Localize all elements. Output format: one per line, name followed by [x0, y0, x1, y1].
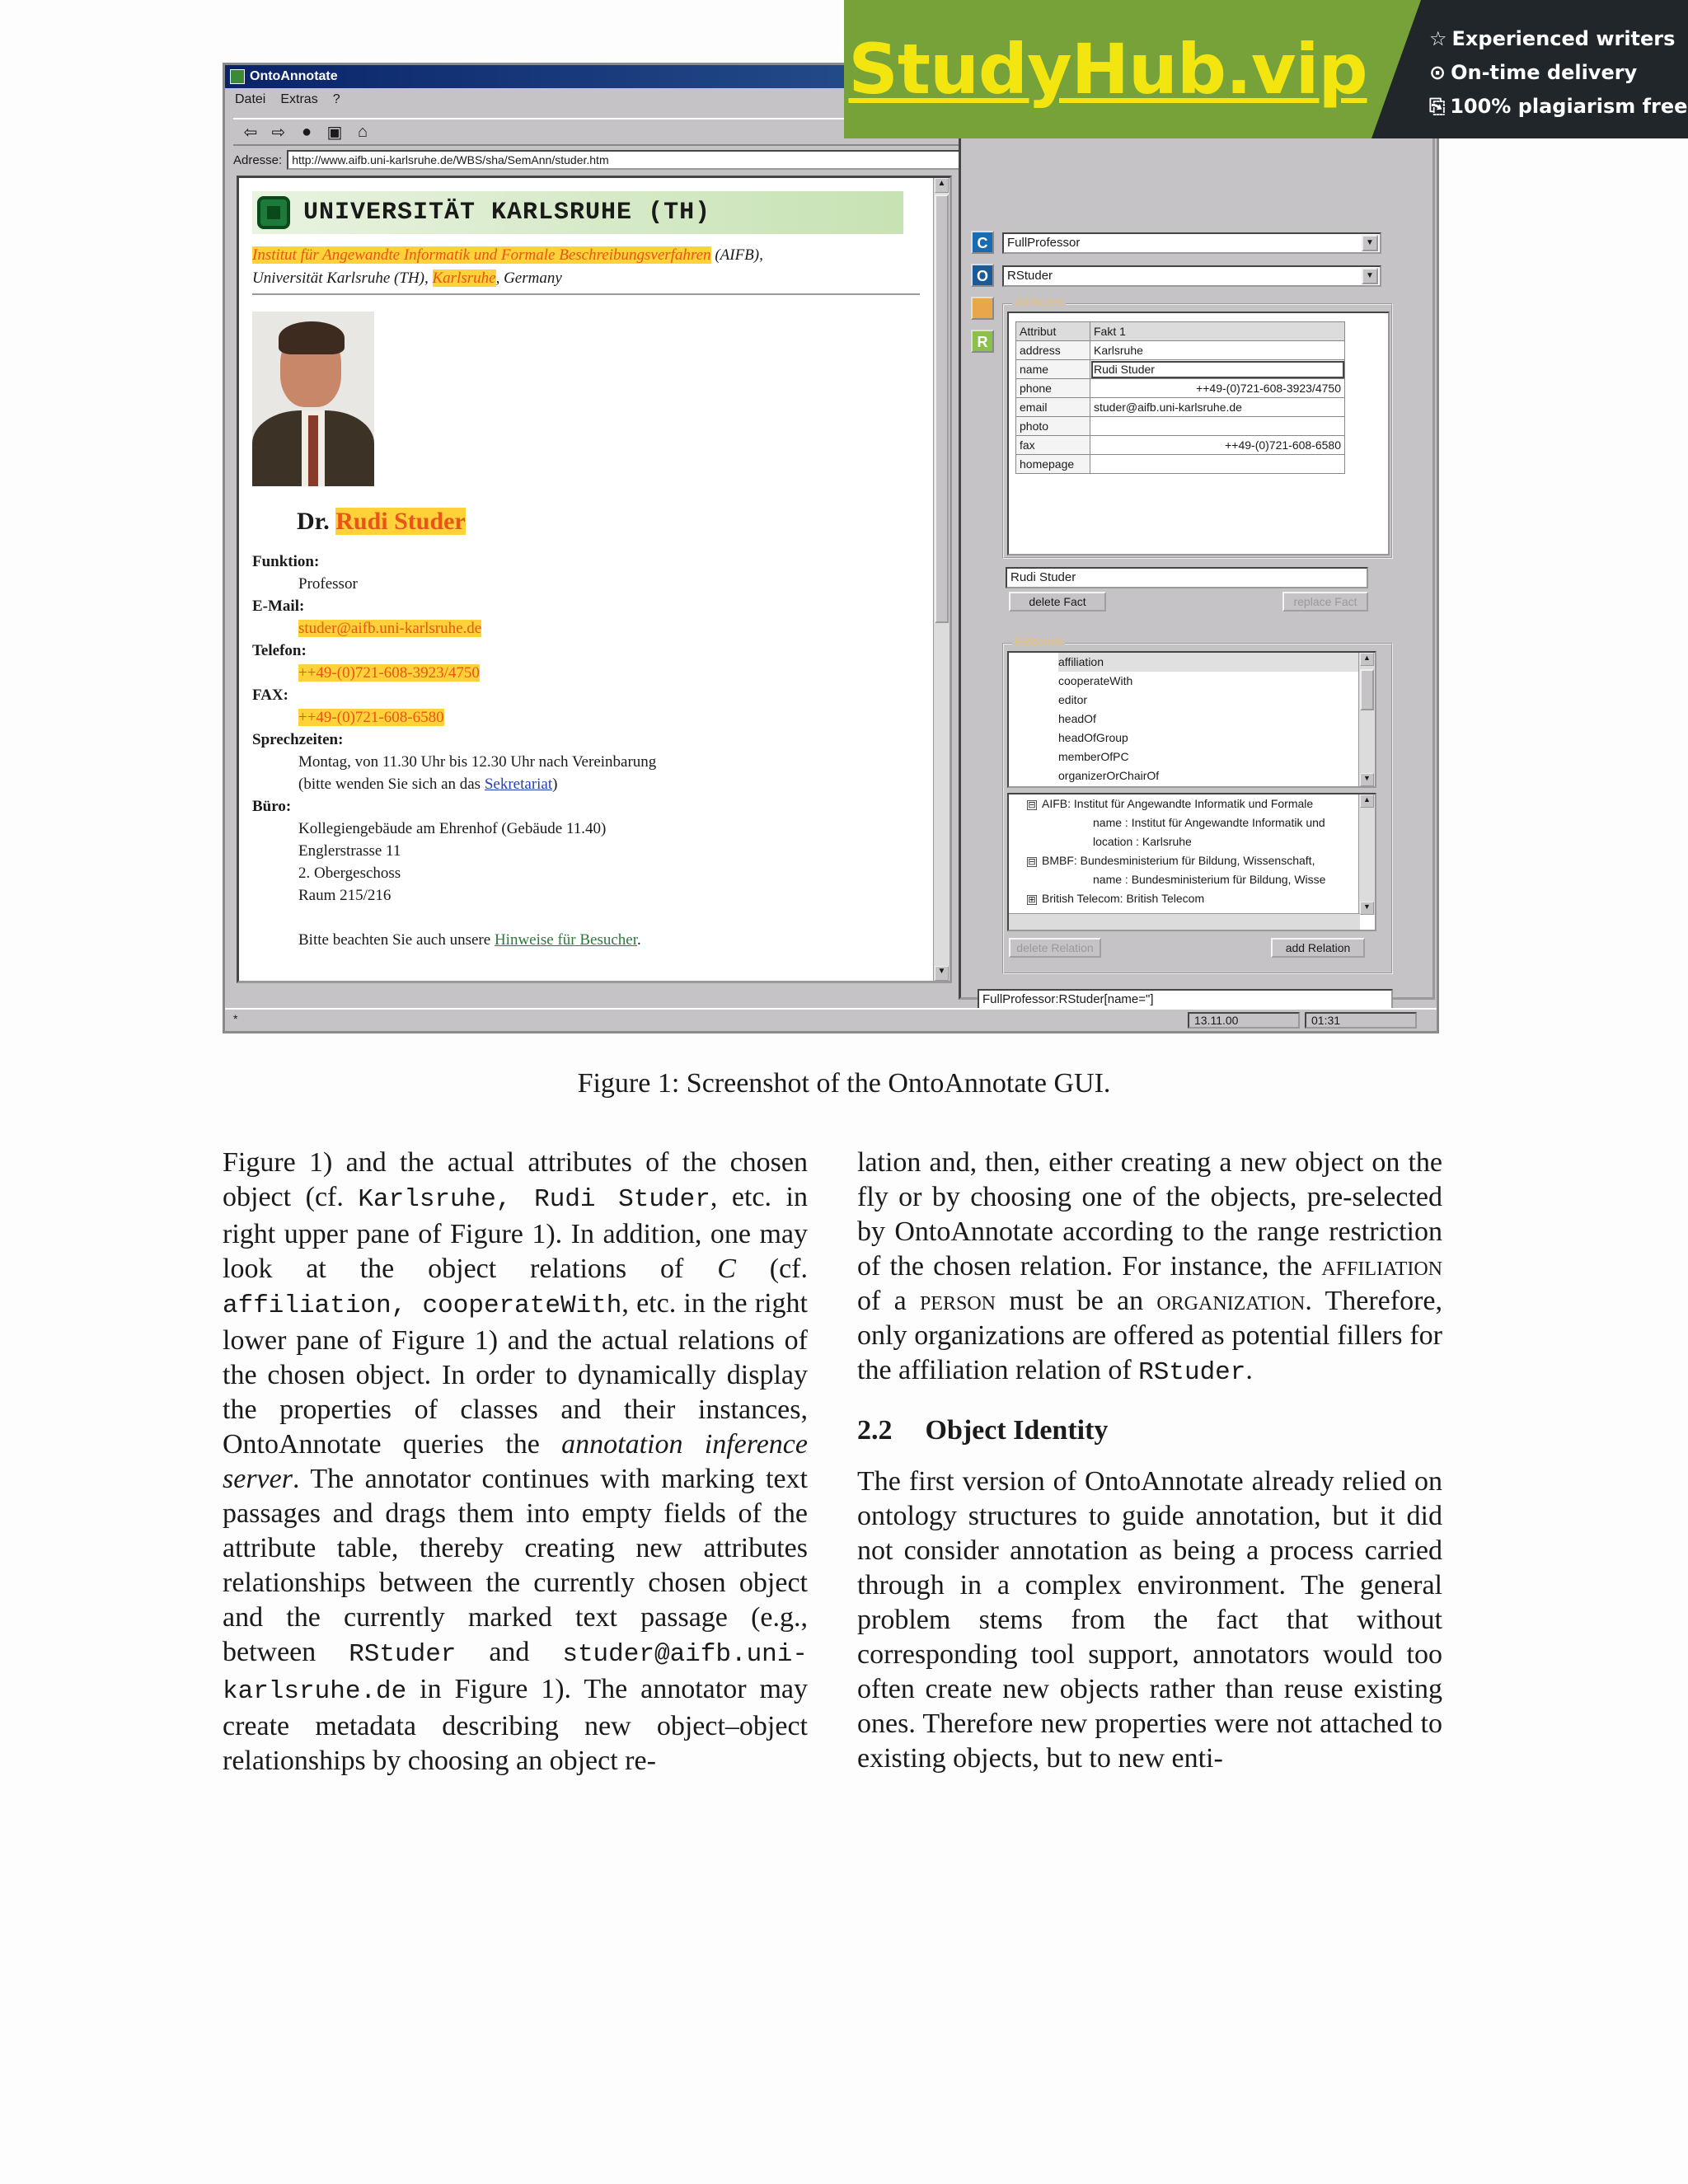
fax-highlight[interactable]: ++49-(0)721-608-6580 — [298, 709, 444, 726]
telefon-label: Telefon: — [252, 642, 307, 659]
attributes-label: Attributes — [1012, 295, 1066, 308]
attr-key: email — [1016, 398, 1090, 417]
address-input[interactable]: http://www.aifb.uni-karlsruhe.de/WBS/sha/SemAnn/studer.htm — [287, 150, 1135, 170]
attr-key: homepage — [1016, 455, 1090, 474]
menubar — [225, 90, 342, 110]
app-icon — [230, 69, 245, 84]
section-heading — [857, 1413, 1442, 1448]
buero-line-3: 2. Obergeschoss — [298, 865, 401, 882]
sprechzeiten-line1: Montag, von 11.30 Uhr bis 12.30 Uhr nach Vereinbarung — [298, 753, 657, 771]
chevron-down-icon[interactable]: ▼ — [1362, 235, 1378, 251]
attr-key: phone — [1016, 379, 1090, 398]
scroll-down-icon[interactable]: ▼ — [935, 966, 949, 981]
tree-item[interactable]: location : Karlsruhe — [1093, 835, 1192, 848]
tree-item[interactable]: name : Bundesministerium für Bildung, Wisse — [1093, 873, 1326, 886]
hinweise-link[interactable]: Hinweise für Besucher — [494, 931, 637, 949]
statusbar — [225, 1008, 1437, 1031]
buero-label: Büro: — [252, 798, 292, 815]
left-paragraph: Figure 1) and the actual attributes of the chosen object (cf. Karlsruhe, Rudi Studer, etc. in right upper pane of Figure 1). In addition, one may look at the object relations of C (cf. affiliation, cooperateWith, etc. in the right lower pane of Figure 1) and the actual relations of the chosen object. In order to dynamically display the properties of classes and their instances, OntoAnnotate queries the annotation inference server. The annotator continues with marking text passages and drags them into empty fields of the attribute table, thereby creating new attributes relationships between the currently chosen object and the currently marked text passage (e.g., between RStuder and studer@aifb.unikarlsruhe.de in Figure 1). The annotator may create metadata describing new object–object relationships by choosing an object re- — [223, 1147, 809, 1776]
back-icon[interactable]: ⇦ — [243, 123, 258, 142]
home-icon[interactable]: ⌂ — [357, 122, 368, 141]
funktion-label: Funktion: — [252, 553, 320, 570]
attr-value[interactable]: Rudi Studer — [1090, 360, 1345, 379]
institute-highlight[interactable]: Institut für Angewandte Informatik und Formale Beschreibungsverfahren — [252, 246, 711, 264]
fax-label: FAX: — [252, 687, 288, 704]
scroll-up-icon[interactable]: ▲ — [1360, 653, 1374, 666]
sprechzeiten-close: ) — [552, 776, 558, 793]
window-title: OntoAnnotate — [250, 69, 338, 83]
university-name: UNIVERSITÄT KARLSRUHE (TH) — [303, 199, 711, 227]
contact-info — [252, 551, 928, 951]
add-relation-button[interactable]: add Relation — [1271, 938, 1365, 958]
portrait-photo — [252, 312, 374, 486]
scroll-up-icon[interactable]: ▲ — [935, 178, 949, 193]
tree-item[interactable] — [1027, 851, 1375, 870]
university-logo — [257, 196, 290, 229]
attr-header-value: Fakt 1 — [1090, 322, 1345, 341]
fact-input[interactable]: Rudi Studer — [1006, 567, 1368, 588]
name-highlight[interactable]: Rudi Studer — [335, 508, 466, 535]
attr-header-key: Attribut — [1016, 322, 1090, 341]
relation-item[interactable]: cooperateWith — [1058, 674, 1133, 687]
class-combo-value: FullProfessor — [1007, 236, 1081, 250]
relations-list[interactable] — [1007, 651, 1376, 788]
tree-item-label: British Telecom: British Telecom — [1042, 892, 1205, 905]
attribute-button[interactable]: A — [971, 297, 994, 320]
city-highlight[interactable]: Karlsruhe — [432, 269, 496, 287]
attr-value[interactable] — [1090, 455, 1345, 474]
left-column — [223, 1146, 808, 1779]
section-number: 2.2 — [857, 1415, 893, 1446]
tree-item[interactable]: name : Institut für Angewandte Informatik und — [1093, 816, 1325, 829]
tree-item-label: BMBF: Bundesministerium für Bildung, Wissenschaft, — [1042, 854, 1315, 867]
relation-item[interactable]: memberOfPC — [1058, 750, 1129, 763]
relation-item[interactable]: headOf — [1058, 712, 1096, 725]
scroll-thumb[interactable] — [1360, 669, 1374, 710]
attr-value[interactable]: Karlsruhe — [1090, 341, 1345, 360]
menu-extras[interactable]: Extras — [280, 92, 318, 106]
relations-label: Relations — [1012, 635, 1065, 648]
scroll-up-icon[interactable]: ▲ — [1360, 794, 1374, 808]
telefon-highlight[interactable]: ++49-(0)721-608-3923/4750 — [298, 664, 480, 682]
attributes-group — [1002, 295, 1393, 559]
attr-key: photo — [1016, 417, 1090, 436]
star-icon: ☆ — [1429, 26, 1447, 50]
studyhub-logo-panel[interactable] — [844, 0, 1372, 138]
studyhub-logo[interactable]: StudyHub.vip — [848, 29, 1367, 110]
query-input[interactable]: FullProfessor:RStuder[name="] — [978, 989, 1393, 1010]
attr-value[interactable]: ++49-(0)721-608-6580 — [1090, 436, 1345, 455]
email-highlight[interactable]: studer@aifb.uni-karlsruhe.de — [298, 620, 482, 637]
right-paragraph-1: lation and, then, either creating a new object on the fly or by choosing one of the objects, pre-selected by OntoAnnotate according to the range restriction of the chosen relation. For instance, the affiliation of a person must be an organization. Therefore, only organizations are offered as potential fillers for the affiliation relation of RStuder. — [857, 1147, 1442, 1387]
attribute-table — [1015, 321, 1345, 474]
browser-scrollbar[interactable] — [933, 178, 950, 981]
person-name — [297, 508, 466, 536]
objects-tree[interactable] — [1007, 793, 1376, 931]
section-title: Object Identity — [925, 1415, 1109, 1446]
email-label: E-Mail: — [252, 598, 305, 615]
attributes-pane — [1007, 312, 1390, 555]
delete-relation-button[interactable]: delete Relation — [1009, 938, 1101, 958]
object-button[interactable]: O — [971, 264, 994, 287]
attr-key: fax — [1016, 436, 1090, 455]
right-column — [857, 1146, 1442, 1776]
right-paragraph-2: The first version of OntoAnnotate already relied on ontology structures to guide annotation, but it did not consider annotation as being a process carried through in a complex environment. The general problem stems from the fact that without corresponding tool support, annotators would too often create new objects rather than reuse existing ones. Therefore new properties were not attached to existing objects, but to new enti- — [857, 1466, 1442, 1774]
divider — [252, 293, 920, 295]
banner-corner — [1372, 0, 1421, 138]
forward-icon[interactable]: ⇨ — [271, 123, 286, 142]
university-banner — [252, 191, 903, 234]
title-dr: Dr. — [297, 508, 336, 535]
delete-fact-button[interactable]: delete Fact — [1009, 592, 1106, 612]
object-combo[interactable] — [1002, 265, 1381, 287]
class-combo[interactable] — [1002, 232, 1381, 254]
clock-icon: ⊙ — [1429, 60, 1447, 84]
attr-value[interactable] — [1090, 417, 1345, 436]
objects-scrollbar[interactable] — [1358, 794, 1375, 915]
relation-item[interactable]: headOfGroup — [1058, 731, 1128, 744]
status-date: 13.11.00 — [1188, 1012, 1300, 1029]
class-button[interactable]: C — [971, 231, 994, 254]
tree-item[interactable] — [1027, 889, 1375, 908]
attr-key: name — [1016, 360, 1090, 379]
status-time: 01:31 — [1305, 1012, 1417, 1029]
reload-icon[interactable]: ▣ — [326, 123, 343, 142]
sprechzeiten-label: Sprechzeiten: — [252, 731, 344, 748]
university-line: Universität Karlsruhe (TH), — [252, 269, 433, 287]
collapse-icon[interactable]: ⊟ — [1028, 800, 1036, 810]
studyhub-banner[interactable] — [844, 0, 1688, 138]
status-marker: * — [233, 1012, 238, 1025]
buero-line-2: Englerstrasse 11 — [298, 842, 401, 860]
institute-rest: (AIFB), — [710, 246, 763, 264]
hinweis-end: . — [637, 931, 641, 949]
funktion-value: Professor — [298, 575, 358, 593]
feature-item: Experienced writers — [1451, 26, 1676, 50]
relation-item[interactable]: editor — [1058, 693, 1088, 706]
feature-item: 100% plagiarism free — [1450, 94, 1688, 118]
browser-pane — [237, 176, 952, 983]
buero-line-4: Raum 215/216 — [298, 887, 392, 904]
feature-item: On-time delivery — [1451, 60, 1638, 84]
figure-caption: Figure 1: Screenshot of the OntoAnnotate GUI. — [577, 1068, 1111, 1099]
expand-icon[interactable]: ⊞ — [1028, 895, 1036, 905]
attr-key: address — [1016, 341, 1090, 360]
objects-hscrollbar[interactable] — [1009, 913, 1360, 930]
attr-value[interactable]: ++49-(0)721-608-3923/4750 — [1090, 379, 1345, 398]
ontoannotate-screenshot — [223, 63, 1439, 1033]
scroll-thumb[interactable] — [935, 194, 949, 623]
sekretariat-link[interactable]: Sekretariat — [484, 776, 553, 793]
collapse-icon[interactable]: ⊟ — [1028, 857, 1036, 867]
object-combo-value: RStuder — [1007, 269, 1053, 283]
menu-datei[interactable]: Datei — [235, 92, 266, 106]
tree-item[interactable] — [1027, 794, 1375, 813]
annotation-panel — [959, 93, 1435, 1006]
relations-scrollbar[interactable] — [1358, 653, 1375, 786]
buero-line-1: Kollegiengebäude am Ehrenhof (Gebäude 11.40) — [298, 820, 607, 837]
tree-item-label: AIFB: Institut für Angewandte Informatik und Formale — [1042, 797, 1314, 810]
stop-icon[interactable]: ● — [301, 122, 312, 141]
scroll-down-icon[interactable]: ▼ — [1360, 902, 1374, 915]
scroll-down-icon[interactable]: ▼ — [1360, 773, 1374, 786]
institute-text — [252, 244, 928, 290]
country: , Germany — [495, 269, 562, 287]
replace-fact-button[interactable]: replace Fact — [1282, 592, 1368, 612]
relation-button[interactable]: R — [971, 330, 994, 353]
address-label: Adresse: — [233, 152, 283, 167]
attr-value[interactable]: studer@aifb.uni-karlsruhe.de — [1090, 398, 1345, 417]
relation-item[interactable]: organizerOrChairOf — [1058, 769, 1160, 782]
document-icon: ⎘ — [1429, 94, 1446, 118]
chevron-down-icon[interactable]: ▼ — [1362, 268, 1378, 284]
menu-help[interactable]: ? — [332, 92, 340, 106]
relations-group — [1002, 635, 1393, 974]
hinweis-text: Bitte beachten Sie auch unsere — [298, 931, 495, 949]
relation-item[interactable]: affiliation — [1058, 653, 1375, 672]
sprechzeiten-line2: (bitte wenden Sie sich an das — [298, 776, 485, 793]
